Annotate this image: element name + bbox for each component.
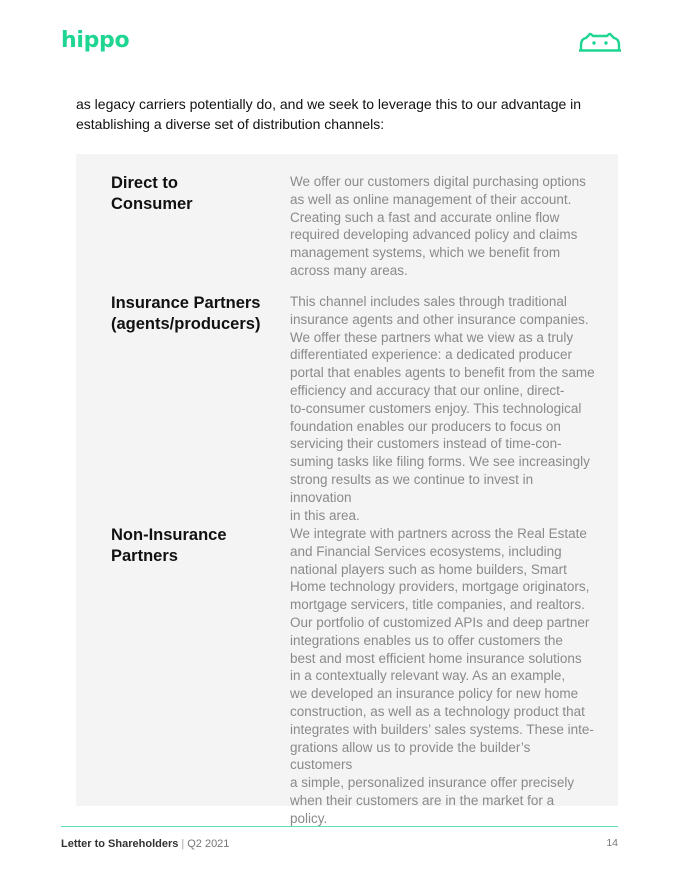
hippo-logo: hippo (61, 28, 130, 53)
page-number: 14 (606, 837, 618, 849)
hippo-mascot-icon (579, 30, 621, 52)
distribution-channels-panel (76, 154, 618, 826)
footer-period: Q2 2021 (187, 838, 230, 850)
footer-document-label (61, 837, 229, 851)
channel-description: This channel includes sales through traditional insurance agents and other insurance companies. We offer these partners what we view as a truly differentiated experience: a dedicated producer portal that enables agents to benefit from the same efficiency and accuracy that our online, direct- to-consumer customers enjoy. This technological foundation enables our producers to focus on servicing their customers instead of time-con- suming tasks like filing forms. We see increasingly strong results as we continue to invest in innovation in this area. (290, 294, 595, 523)
channel-description: We offer our customers digital purchasing options as well as online management of their account. Creating such a fast and accurate online flow required developing advanced policy and claims management systems, which we benefit from across many areas. (290, 174, 586, 278)
channel-title: Non-Insurance Partners (111, 526, 227, 565)
footer-title: Letter to Shareholders (61, 838, 179, 850)
intro-paragraph: as legacy carriers potentially do, and we seek to leverage this to our advantage in establishing a diverse set of distribution channels: (76, 96, 582, 132)
footer-divider (61, 826, 618, 827)
footer-separator: | (181, 838, 185, 850)
channel-description: We integrate with partners across the Real Estate and Financial Services ecosystems, including national players such as home builders, Smart Home technology providers, mortgage originators, mortgage servicers, title companies, and realtors. Our portfolio of customized APIs and deep partner integrations enables us to offer customers the best and most efficient home insurance solutions in a contextually relevant way. As an example, we developed an insurance policy for new home construction, as well as a technology product that integrates with builders’ sales systems. These inte- grations allow us to provide the builder’s customers a simple, personalized insurance offer precisely when their customers are in the market for a policy. (290, 526, 594, 826)
channel-title: Insurance Partners (agents/producers) (111, 294, 261, 333)
channel-title: Direct to Consumer (111, 174, 193, 213)
